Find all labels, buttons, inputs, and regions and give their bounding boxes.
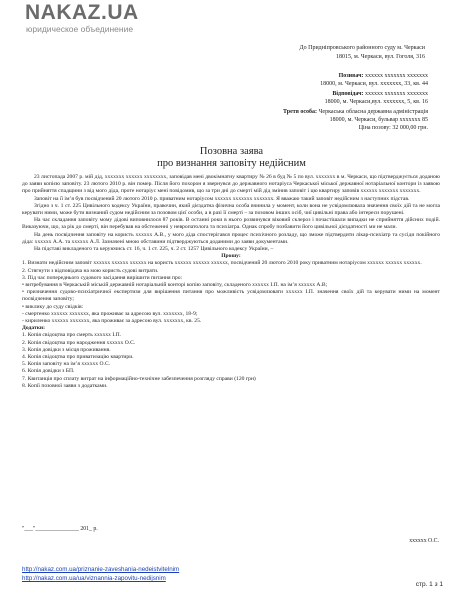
claim-price: Ціна позову: 32 000,00 грн. [358,125,428,131]
paragraph: На час складання заповіту мому дідові виповнилося 87 років. В останні роки в нього розвинувся віковий склероз і почастішали випадки не сприйняття дійсних подій. Виказуючи, що, за рік до смерті, він перебував на обстеженні у невропатолога та психіатра. Однак спробу позбавити його цивільної дієздатності ми не мали. [22,217,440,231]
signature-date: "___"_______________ 201_ р. [22,526,98,532]
third-party [200,108,428,116]
defendant-name: хххххх ххххххх ххххххх [365,91,428,97]
plaintiff [200,72,428,80]
attachment-item: 6. Копія довідки з БП. [22,368,75,375]
logo-title: NAKAZ.UA [25,1,139,24]
document-subtitle: про визнання заповіту недійсним [157,158,306,169]
source-link-ru[interactable]: http://nakaz.com.ua/priznanie-zaveshania-nedeistvitelnim [22,566,180,573]
request-subitem: • виклику до суду свідків: [22,303,84,310]
attachment-item: 4. Копія свідоцтва про приватизацію квартири. [22,354,134,361]
defendant-label: Відповідач: [332,91,364,97]
third-party-label: Третя особа: [282,109,318,115]
signature-name: хххххх О.С. [409,538,439,544]
attachment-item: 2. Копія свідоцтва про народження хххххх О.С. [22,339,136,346]
third-party-name: Черкаська обласна державна адміністрація [318,109,428,115]
paragraph: На день посвідчення заповіту на користь хххххх А.В., у мого діда спостерігався процес психічного розладу, що зможе підтвердити лікар-психіатр та сусіди покійного діда: хххххх А.А. та хххххх А.Л. Зазначені мною обставини підтверджуються доданими до заяви документами. [22,231,440,245]
logo [25,2,139,34]
document-title: Позовна заява [199,146,264,157]
attachment-item: 3. Копія довідки з місця проживання. [22,346,111,353]
paragraph: Згідно з ч. 1 ст. 225 Цивільного кодексу України, правочин, який дієздатна фізична особа вчинила у момент, коли вона не усвідомлювала значення своїх дій та не могла керувати ними, може бути визнаний судом недійсним за позовом цієї особи, а в разі її смерті – за позовом інших осіб, чиї цивільні права або інтереси порушені. [22,202,440,217]
request-heading: Прошу: [221,253,241,260]
plaintiff-name: хххххх ххххххх ххххххх [365,73,428,79]
request-subitem: • призначення судово-психіатричної експертизи для вирішення питання про можливість усвідомлювати хххххх І.П. значення своїх дій та керувати ними на момент посвідчення заповіту; [22,289,440,303]
paragraph: Заповіт на її ім’я був посвідчений 20 лютого 2010 р. приватним нотаріусом хххххх ххххххх ххххххх. Я вважаю такий заповіт недійсним з наступних підстав. [34,195,410,202]
request-subitem: • витребування в Черкаській міській державній нотаріальній конторі копію заповіту, складеного хххххх І.П. на ім’я хххххх А.В; [22,282,328,289]
attachments-heading: Додатки: [22,325,46,332]
attachment-item: 8. Копії позовної заяви з додатками. [22,382,108,389]
page-number: стр. 1 з 1 [415,581,443,588]
witness-item: - кириленко хххххх ххххххх, яка проживає за адресою вул. ххххххх, кв. 25. [22,318,202,325]
attachment-item: 1. Копія свідоцтва про смерть хххххх І.П. [22,332,122,339]
document-body [22,174,440,390]
request-item: 3. Під час попереднього судового засідання вирішити питання про: [22,274,183,281]
court-address-block [225,44,425,61]
defendant-address: 18000, м. Черкаси,вул. ххххххх, 5, кв. 16 [324,99,428,105]
court-address: 18015, м. Черкаси, вул. Гоголя, 316 [335,53,425,60]
defendant [200,90,428,98]
request-item: 2. Стягнути з відповідача на мою користь судові витрати. [22,267,159,274]
plaintiff-label: Позивач: [338,73,364,79]
plaintiff-address: 18000, м. Черкаси, вул. ххххххх, 33, кв. 44 [320,81,428,87]
logo-subtitle: юридическое объединение [26,24,134,34]
attachment-item: 7. Квитанція про сплату витрат на інформаційно-технічне забезпечення розгляду справи (120 грн) [22,375,256,382]
attachment-item: 5. Копія заповіту на ім’я хххххх О.С. [22,361,111,368]
request-item: 1. Визнати недійсним заповіт хххххх хххххх хххххх на користь хххххх хххххх хххххх, посвідчений 20 лютого 2010 року приватним нотаріусом хххххх хххххх хххххх. [22,260,422,267]
source-links [22,565,179,583]
paragraph: 23 листопада 2007 р. мій дід, ххххххх хххххх хххххххх, заповідав мені двокімнатну квартиру № 26 в буд № 5 по вул. ххххххх в м. Черкаси, що підтверджується доданою до заяви копією заповіту. 23 лютого 2010 р. він помер. Після його похорон я звернувся до державного нотаріуса Черкаської міської державної нотаріальної контори із заявою про прийняття спадщини з від мого діда, проте нотаріус мені повідомив, що за три дні до смерті мій дід змінив заповіт і цю квартиру заповів хххххх ххххххх ххххххх. [22,174,440,195]
paragraph: На підставі викладеного та керуючись ст. 16, ч. 1 ст. 225, ч. 2 ст. 1257 Цивільного кодексу України, – [34,246,274,253]
third-party-address: 18000, м. Черкаси, бульвар ххххххх 85 [329,117,428,123]
witness-item: - смертенко хххххх ххххххх, яка проживає за адресою вул. ххххххх, 18-9; [22,310,198,317]
court-name: До Придніпровського районного суду м. Черкаси [299,45,425,51]
parties-block [200,72,428,132]
source-link-ua[interactable]: http://nakaz.com.ua/ua/viznannia-zapovitu-nedijsnim [22,575,166,582]
